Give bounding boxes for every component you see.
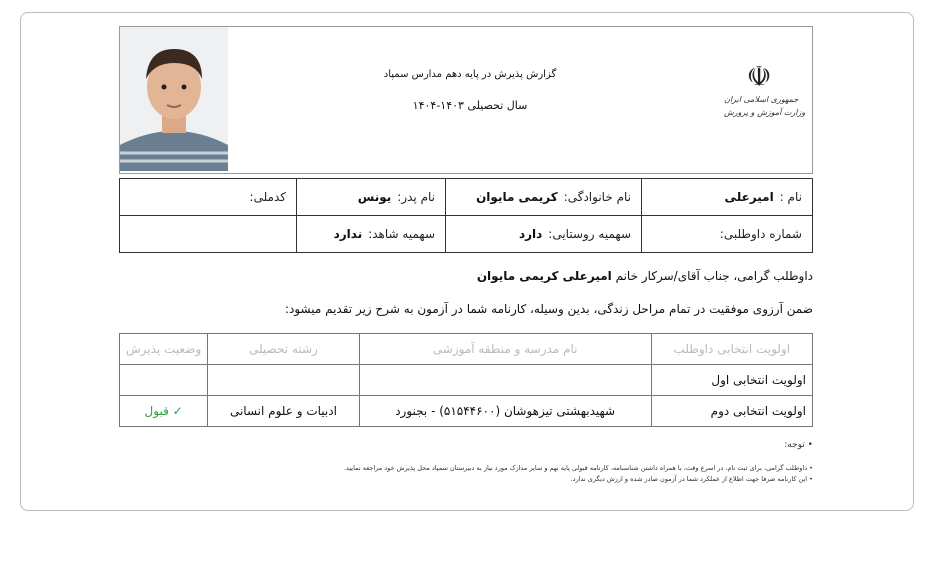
applicant-info-table: [119, 178, 813, 253]
header-field: رشته تحصیلی: [208, 334, 359, 365]
school-year: سال تحصیلی ۱۴۰۳-۱۴۰۴: [412, 99, 528, 112]
header-priority: اولویت انتخابی داوطلب: [651, 334, 812, 365]
greeting-name: امیرعلی کریمی مایوان: [476, 269, 612, 283]
greeting-prefix: داوطلب گرامی، جناب آقای/سرکار خانم: [615, 269, 813, 283]
father-label: نام پدر:: [397, 190, 435, 204]
info-row-1: [120, 179, 813, 216]
father-value: یونس: [357, 190, 392, 204]
ministry-emblem: [724, 60, 806, 119]
notes-section: [193, 440, 813, 485]
note-item-1: • داوطلب گرامی، برای ثبت نام، در اسرع وقت، با همراه داشتن شناسنامه، کارنامه قبولی پایه نهم و سایر مدارک مورد نیاز به دبیرستان سمپاد محل پذیرش خود مراجعه نمایید.: [343, 464, 813, 472]
choices-header-row: [120, 334, 813, 365]
shahed-quota-cell: [297, 216, 446, 253]
report-title: گزارش پذیرش در پایه دهم مدارس سمپاد: [383, 69, 557, 80]
emblem-line-1: جمهوری اسلامی ایران: [724, 95, 799, 104]
row1-priority: اولویت انتخابی اول: [651, 365, 812, 396]
national-code-label: کدملی:: [249, 190, 286, 204]
row1-field: [208, 365, 359, 396]
name-cell: [642, 179, 813, 216]
table-row: [120, 365, 813, 396]
empty-cell: [120, 216, 297, 253]
name-label: نام :: [779, 190, 802, 204]
rural-quota-cell: [446, 216, 642, 253]
family-label: نام خانوادگی:: [563, 190, 631, 204]
intro-line: ضمن آرزوی موفقیت در تمام مراحل زندگی، بدین وسیله، کارنامه شما در آزمون به شرح زیر تقدیم میشود:: [284, 302, 813, 316]
header-school: نام مدرسه و منطقه آموزشی: [359, 334, 651, 365]
family-value: کریمی مایوان: [476, 190, 558, 204]
shahed-quota-label: سهمیه شاهد:: [368, 227, 435, 241]
greeting-line: [477, 269, 813, 283]
header-status: وضعیت پذیرش: [120, 334, 208, 365]
note-item-2: • این کارنامه صرفا جهت اطلاع از عملکرد شما در آزمون صادر شده و ارزش دیگری ندارد.: [570, 475, 813, 483]
rural-quota-label: سهمیه روستایی:: [548, 227, 631, 241]
applicant-no-label: شماره داوطلبی:: [719, 227, 802, 241]
notes-title: • توجه:: [784, 440, 813, 450]
shahed-quota-value: ندارد: [333, 227, 363, 241]
emblem-line-2: وزارت آموزش و پرورش: [724, 108, 806, 117]
row1-status: [120, 365, 208, 396]
student-photo: [120, 27, 228, 171]
row1-school: [359, 365, 651, 396]
report-header: [119, 26, 813, 174]
father-cell: [297, 179, 446, 216]
name-value: امیرعلی: [724, 190, 774, 204]
table-row: [120, 396, 813, 427]
row2-priority: اولویت انتخابی دوم: [651, 396, 812, 427]
row2-school: شهیدبهشتی تیزهوشان (۵۱۵۴۴۶۰۰) - بجنورد: [359, 396, 651, 427]
info-row-2: [120, 216, 813, 253]
choices-table: [119, 333, 813, 427]
family-cell: [446, 179, 642, 216]
row2-field: ادبیات و علوم انسانی: [208, 396, 359, 427]
national-code-cell: [120, 179, 297, 216]
rural-quota-value: دارد: [518, 227, 543, 241]
applicant-no-cell: [642, 216, 813, 253]
iran-emblem-icon: ☫: [746, 60, 772, 93]
row2-status: ✓ قبول: [120, 396, 208, 427]
